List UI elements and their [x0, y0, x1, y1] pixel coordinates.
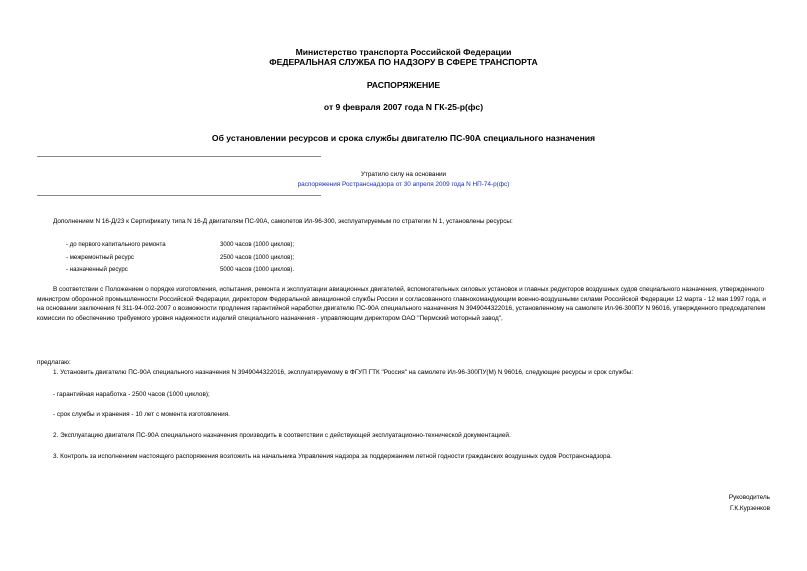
resource-row	[66, 254, 295, 262]
resource-label: - назначенный ресурс	[66, 266, 128, 273]
repeal-order-link[interactable]: распоряжения Ространснадзора от 30 апреля 2009 года N НП-74-р(фс)	[297, 181, 510, 188]
clause-1-warranty: - гарантийная наработка - 2500 часов (1000 циклов);	[53, 391, 210, 398]
divider-bottom	[37, 195, 321, 196]
intro-paragraph: Дополнением N 16-Д/23 к Сертификату типа N 16-Д двигателям ПС-90А, самолетов Ил-96-300, эксплуатируемым по стратегии N 1, установлены ресурсы:	[53, 218, 513, 225]
document-date-number: от 9 февраля 2007 года N ГК-25-р(фс)	[323, 102, 484, 112]
clause-1: 1. Установить двигателю ПС-90А специального назначения N 3949044322016, эксплуатируемому в ФГУП ГТК "Россия" на самолете Ил-96-300ПУ(М) N 96016, следующие ресурсы и срок службы:	[53, 369, 634, 376]
clause-2: 2. Эксплуатацию двигателя ПС-90А специального назначения производить в соответствии с действующей эксплуатационно-технической документацией.	[53, 432, 511, 439]
resource-value: 3000 часов (1000 циклов);	[220, 241, 295, 248]
resource-row	[66, 266, 295, 274]
basis-paragraph: В соответствии с Положением о порядке изготовления, испытания, ремонта и эксплуатации авиационных двигателей, вспомогательных силовых установок и главных редукторов воздушных судов специального назначения, утвержденного министром оборонной промышленности Российской Федерации, директором Федеральной авиационной службы России и согласованного главнокомандующим военно-воздушными силами Российской Федерации 12 марта - 12 мая 1997 года, и на основании заключения N 311-94-002-2007 о возможности продления гарантийной наработки двигателю ПС-90А специального назначения N 3949044322016, установленному на самолете Ил-96-300ПУ N 96016, утвержденного председателем комиссии по обеспечению требуемого уровня надежности изделий специального назначения - управляющим директором ОАО "Пермский моторный завод",	[37, 286, 766, 322]
resource-value: 2500 часов (1000 циклов);	[220, 254, 295, 261]
status-note-link-line	[0, 181, 807, 189]
ministry-title: Министерство транспорта Российской Федерации	[295, 47, 512, 57]
signatory-title: Руководитель	[728, 494, 770, 501]
document-subject: Об установлении ресурсов и срока службы двигателю ПС-90А специального назначения	[211, 133, 596, 143]
service-title: ФЕДЕРАЛЬНАЯ СЛУЖБА ПО НАДЗОРУ В СФЕРЕ ТРАНСПОРТА	[269, 57, 538, 67]
resource-value: 5000 часов (1000 циклов).	[220, 266, 295, 273]
clause-1-service-life: - срок службы и хранения - 10 лет с момента изготовления.	[53, 411, 230, 418]
resource-label: - до первого капитального ремонта	[66, 241, 166, 248]
signatory-name: Г.К.Курзенков	[729, 505, 770, 512]
status-note-text: Утратило силу на основании	[360, 171, 447, 178]
clause-3: 3. Контроль за исполнением настоящего распоряжения возложить на начальника Управления надзора за поддержанием летной годности гражданских воздушных судов Ространснадзора.	[53, 453, 612, 460]
divider-top	[37, 156, 321, 157]
resource-row	[66, 241, 295, 249]
propose-word: предлагаю:	[37, 359, 71, 366]
document-type: РАСПОРЯЖЕНИЕ	[366, 80, 441, 90]
resource-label: - межремонтный ресурс	[66, 254, 134, 261]
